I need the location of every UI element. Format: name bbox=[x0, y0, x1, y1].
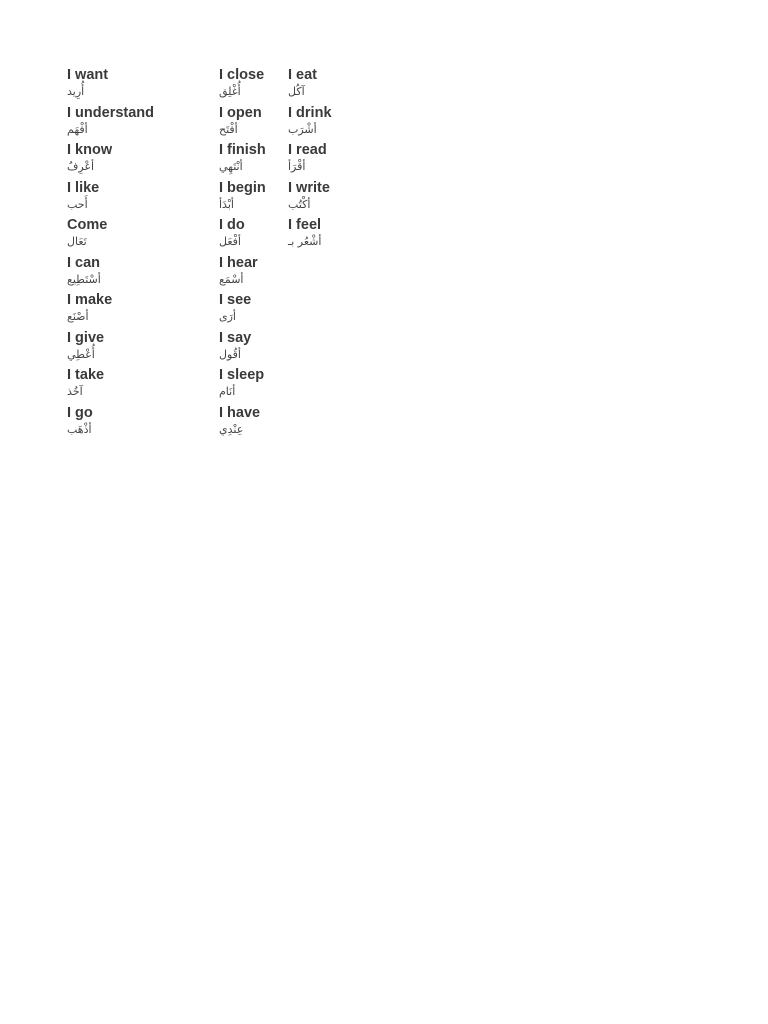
english-word: I finish bbox=[219, 142, 266, 158]
english-word: I begin bbox=[219, 179, 266, 196]
vocab-entry bbox=[219, 104, 266, 142]
english-word: I give bbox=[67, 329, 105, 346]
english-word: I make bbox=[67, 292, 113, 308]
vocab-entry bbox=[288, 216, 332, 254]
vocab-entry bbox=[67, 179, 154, 217]
vocab-entry bbox=[67, 291, 154, 329]
english-word: I do bbox=[219, 217, 245, 233]
arabic-word: أَحب bbox=[67, 197, 88, 211]
vocab-entry bbox=[67, 104, 154, 142]
english-word: I can bbox=[67, 254, 101, 271]
vocab-entry bbox=[288, 104, 332, 142]
arabic-word: آخُذ bbox=[67, 385, 83, 398]
vocab-entry bbox=[219, 254, 266, 292]
english-word: I sleep bbox=[219, 367, 265, 383]
english-word: I have bbox=[219, 404, 261, 421]
arabic-word: أُعْطِي bbox=[67, 347, 95, 361]
english-word: I open bbox=[219, 104, 262, 121]
arabic-word: آكُل bbox=[288, 85, 305, 98]
arabic-word: أقْرَأ bbox=[288, 160, 306, 173]
vocab-entry bbox=[288, 66, 332, 104]
english-word: I see bbox=[219, 292, 252, 308]
vocab-entry bbox=[219, 66, 266, 104]
english-word: I feel bbox=[288, 217, 322, 233]
arabic-word: أعْرِفُ bbox=[67, 160, 95, 173]
vocab-entry bbox=[67, 254, 154, 292]
arabic-word: أسْمَع bbox=[219, 272, 244, 286]
english-word: I write bbox=[288, 179, 330, 196]
english-word: I read bbox=[288, 142, 327, 158]
english-word: I say bbox=[219, 329, 252, 346]
arabic-word: أشْرَب bbox=[288, 122, 317, 136]
english-word: I understand bbox=[67, 104, 155, 121]
arabic-word: أصْنَع bbox=[67, 310, 89, 323]
arabic-word: أرَى bbox=[219, 310, 236, 323]
vocab-column-1 bbox=[67, 66, 154, 441]
arabic-word: أنْتَهِي bbox=[219, 160, 243, 173]
arabic-word: أُرِيد bbox=[67, 85, 85, 98]
arabic-word: أشْعُر بـ bbox=[288, 235, 322, 248]
vocab-entry bbox=[67, 366, 154, 404]
arabic-word: أسْتَطِيع bbox=[67, 272, 101, 286]
english-word: I eat bbox=[288, 67, 318, 83]
vocab-entry bbox=[67, 404, 154, 442]
english-word: I close bbox=[219, 67, 265, 83]
vocab-entry bbox=[288, 179, 332, 217]
vocab-entry bbox=[219, 404, 266, 442]
vocab-entry bbox=[219, 366, 266, 404]
vocab-entry bbox=[219, 291, 266, 329]
arabic-word: أفْهَم bbox=[67, 122, 88, 136]
arabic-word: أقُول bbox=[219, 347, 241, 361]
english-word: I hear bbox=[219, 254, 258, 271]
english-word: I like bbox=[67, 179, 100, 196]
english-word: I know bbox=[67, 142, 113, 158]
vocab-entry bbox=[67, 66, 154, 104]
arabic-word: أفْتَح bbox=[219, 122, 238, 136]
english-word: I drink bbox=[288, 104, 332, 121]
vocab-column-2 bbox=[219, 66, 266, 441]
arabic-word: أنَام bbox=[219, 385, 236, 398]
arabic-word: أكْتُب bbox=[288, 197, 311, 211]
vocab-entry bbox=[219, 179, 266, 217]
arabic-word: أبْدَأ bbox=[219, 197, 234, 211]
vocab-entry bbox=[67, 141, 154, 179]
vocab-column-3 bbox=[288, 66, 332, 254]
vocab-entry bbox=[288, 141, 332, 179]
arabic-word: تَعَال bbox=[67, 235, 87, 248]
arabic-word: عِنْدِي bbox=[219, 422, 244, 436]
arabic-word: أذْهَب bbox=[67, 422, 92, 436]
vocab-entry bbox=[67, 329, 154, 367]
vocab-entry bbox=[219, 329, 266, 367]
vocab-entry bbox=[219, 216, 266, 254]
english-word: Come bbox=[67, 217, 108, 233]
vocab-entry bbox=[219, 141, 266, 179]
arabic-word: أُغْلِق bbox=[219, 85, 241, 98]
english-word: I want bbox=[67, 67, 109, 83]
vocab-entry bbox=[67, 216, 154, 254]
arabic-word: أفْعَل bbox=[219, 235, 241, 248]
english-word: I take bbox=[67, 367, 105, 383]
english-word: I go bbox=[67, 404, 93, 421]
